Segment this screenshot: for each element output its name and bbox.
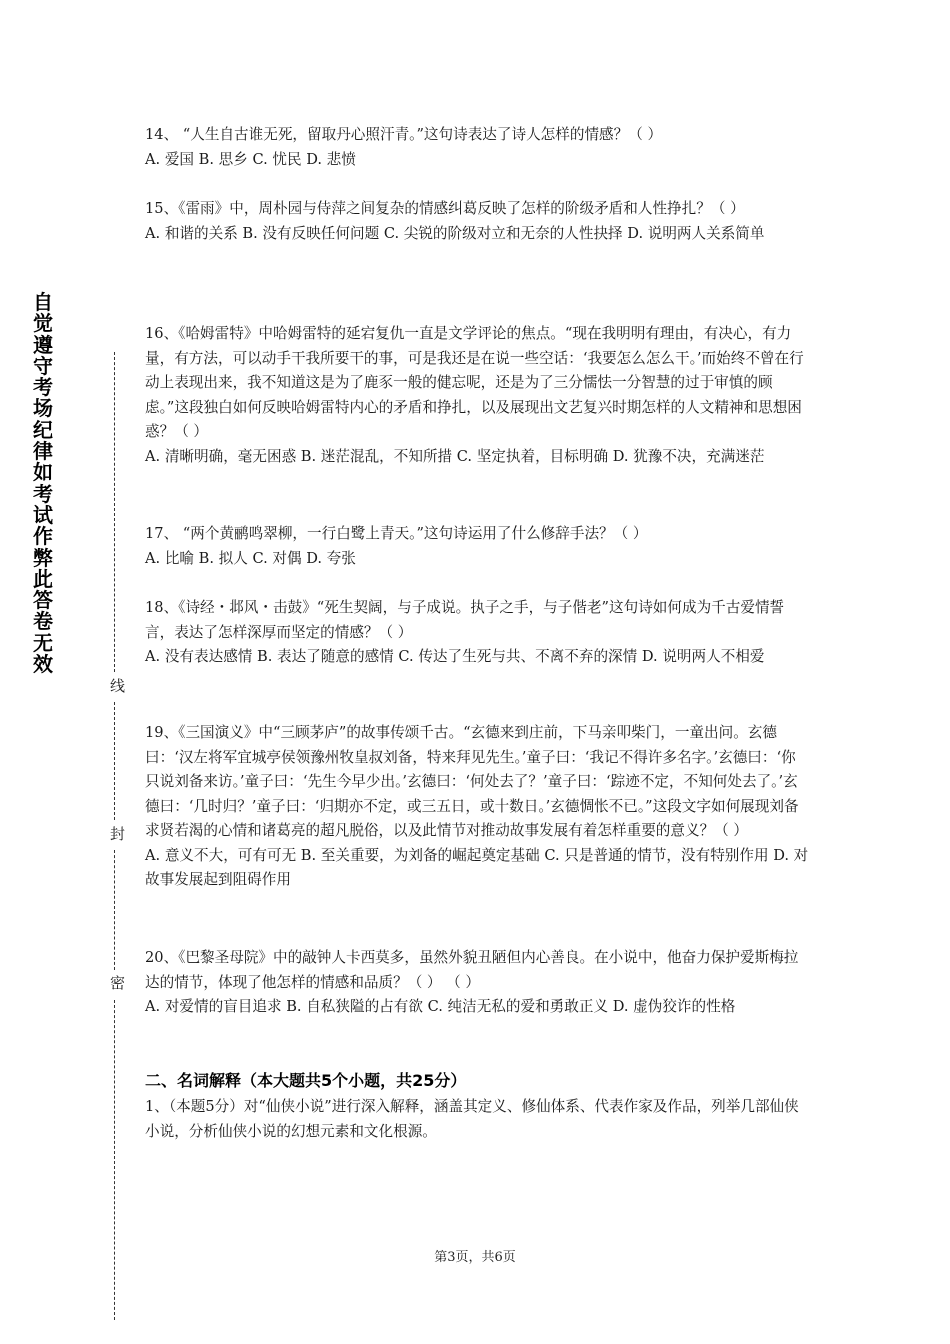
exam-discipline-warning: 自觉遵守考场纪律如考试作弊此答卷无效 [33, 290, 53, 677]
question-stem: 14、 “人生自古谁无死，留取丹心照汗青。”这句诗表达了诗人怎样的情感？（ ） [145, 126, 663, 143]
binding-label-secret: 密 [108, 975, 126, 990]
question-15 [145, 197, 810, 246]
question-stem: 1、（本题5分）对“仙侠小说”进行深入解释，涵盖其定义、修仙体系、代表作家及作品，列举几部仙侠小说，分析仙侠小说的幻想元素和文化根源。 [145, 1098, 799, 1140]
binding-label-line: 线 [108, 678, 126, 693]
question-20 [145, 946, 810, 1020]
question-14 [145, 123, 810, 172]
question-options: A. 比喻 B. 拟人 C. 对偶 D. 夸张 [145, 549, 356, 567]
question-stem: 18、《诗经・邶风・击鼓》“死生契阔，与子成说。执子之手，与子偕老”这句诗如何成为千古爱情誓言，表达了怎样深厚而坚定的情感？（ ） [145, 599, 785, 641]
page-number: 第3页，共6页 [434, 1250, 516, 1265]
question-options: A. 和谐的关系 B. 没有反映任何问题 C. 尖锐的阶级对立和无奈的人性抉择 D. 说明两人关系简单 [145, 224, 765, 242]
binding-label-seal: 封 [108, 826, 126, 841]
question-options: A. 对爱情的盲目追求 B. 自私狭隘的占有欲 C. 纯洁无私的爱和勇敢正义 D. 虚伪狡诈的性格 [145, 998, 736, 1015]
question-options: A. 爱国 B. 思乡 C. 忧民 D. 悲愤 [145, 150, 356, 168]
question-stem: 19、《三国演义》中“三顾茅庐”的故事传颂千古。“玄德来到庄前，下马亲叩柴门，一童出问。玄德曰：‘汉左将军宜城亭侯领豫州牧皇叔刘备，特来拜见先生。’童子曰：‘我记不得许多名字。’玄德曰：‘你只说刘备来访。’童子曰：‘先生今早少出。’玄德曰：‘何处去了？’童子曰：‘踪迹不定，不知何处去了。’玄德曰：‘几时归？’童子曰：‘归期亦不定，或三五日，或十数日。’玄德惆怅不已。”这段文字如何展现刘备求贤若渴的心情和诸葛亮的超凡脱俗，以及此情节对推动故事发展有着怎样重要的意义？（ ） [145, 724, 799, 839]
question-17 [145, 522, 810, 571]
question-options: A. 没有表达感情 B. 表达了随意的感情 C. 传达了生死与共、不离不弃的深情 D. 说明两人不相爱 [145, 648, 765, 665]
section-title-term-explanation: 二、名词解释（本大题共5个小题，共25分） [145, 1071, 467, 1090]
question-stem: 20、《巴黎圣母院》中的敲钟人卡西莫多，虽然外貌丑陋但内心善良。在小说中，他奋力保护爱斯梅拉达的情节，体现了他怎样的情感和品质？（ ） （ ） [145, 949, 799, 991]
question-stem: 17、 “两个黄鹂鸣翠柳，一行白鹭上青天。”这句诗运用了什么修辞手法？（ ） [145, 525, 648, 542]
question-stem: 16、《哈姆雷特》中哈姆雷特的延宕复仇一直是文学评论的焦点。“现在我明明有理由，有决心，有力量，有方法，可以动手干我所要干的事，可是我还是在说一些空话：‘我要怎么怎么干。’而始终不曾在行动上表现出来，我不知道这是为了鹿豕一般的健忘呢，还是为了三分懦怯一分智慧的过于审慎的顾虑。”这段独白如何反映哈姆雷特内心的矛盾和挣扎，以及展现出文艺复兴时期怎样的人文精神和思想困惑？（ ） [145, 325, 804, 440]
question-options: A. 意义不大，可有可无 B. 至关重要，为刘备的崛起奠定基础 C. 只是普通的情节，没有特别作用 D. 对故事发展起到阻碍作用 [145, 846, 809, 888]
binding-dashed-line [114, 352, 115, 672]
term-question-1 [145, 1095, 810, 1144]
question-stem: 15、《雷雨》中，周朴园与侍萍之间复杂的情感纠葛反映了怎样的阶级矛盾和人性挣扎？（ ） [145, 200, 745, 217]
binding-dashed-line [114, 702, 115, 820]
question-18 [145, 596, 810, 670]
question-16 [145, 322, 810, 469]
binding-dashed-line [114, 850, 115, 970]
question-19 [145, 721, 810, 893]
binding-dashed-line [114, 1000, 115, 1320]
question-options: A. 清晰明确，毫无困惑 B. 迷茫混乱，不知所措 C. 坚定执着，目标明确 D. 犹豫不决，充满迷茫 [145, 447, 765, 465]
